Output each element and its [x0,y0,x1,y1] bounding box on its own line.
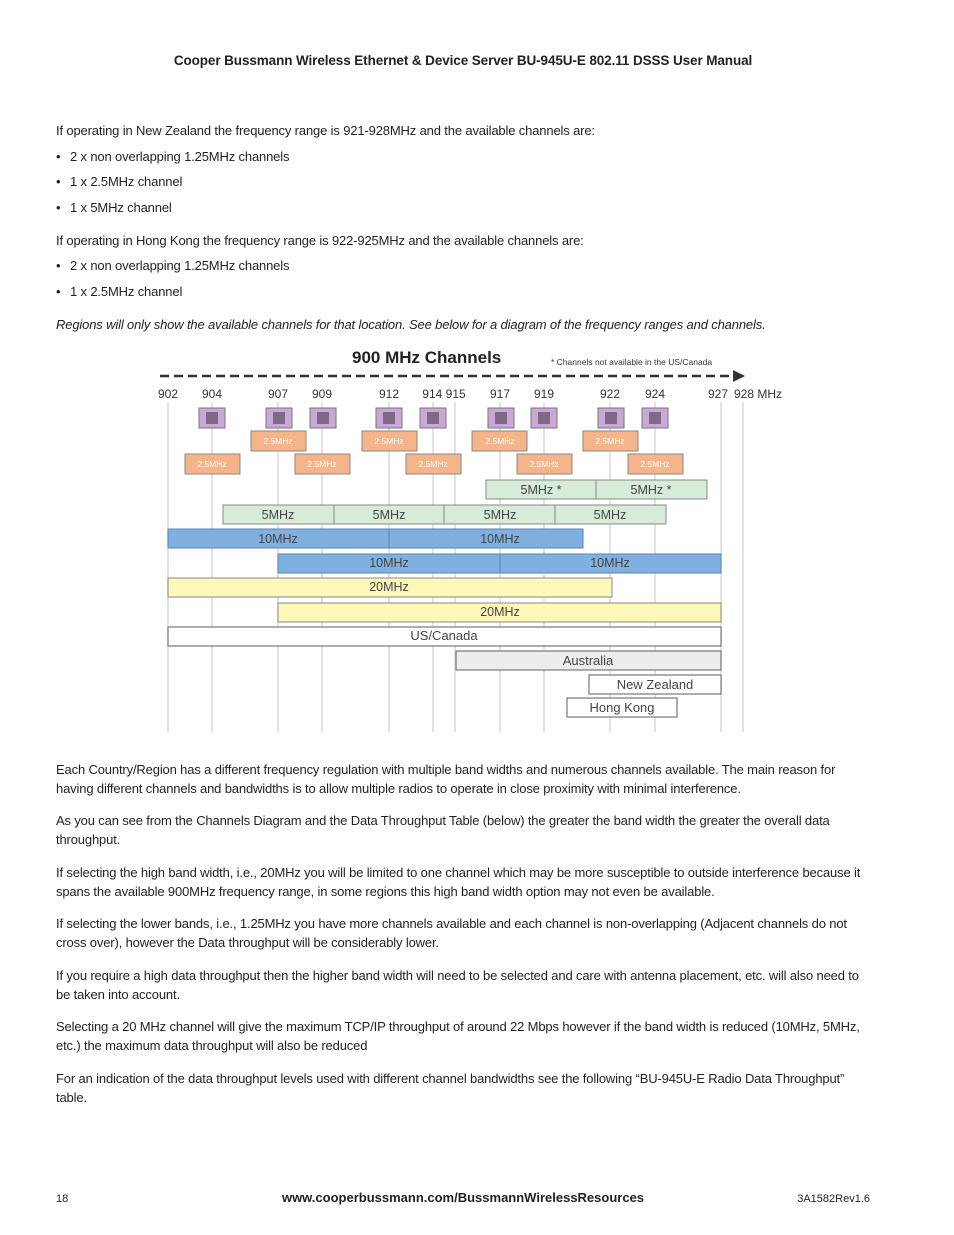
channel-1-25mhz-inner [206,412,218,424]
channel-10mhz-label: 10MHz [480,532,520,546]
channel-5mhz-label: 5MHz [593,508,627,522]
channel-10mhz-label: 10MHz [258,532,298,546]
channel-2-5mhz-label: 2.5MHz [485,436,515,446]
channel-5mhz-label: 5MHz [483,508,517,522]
bullet-icon: • [56,200,61,215]
channels-diagram [150,344,800,738]
channel-20mhz-label: 20MHz [480,605,520,619]
body-paragraph: If you require a high data throughput then the higher band width will need to be selected and care with antenna placement, etc. will also need to be taken into account. [56,968,859,1002]
region-label: New Zealand [616,677,694,692]
region-label: US/Canada [410,628,478,643]
diagram-footnote: * Channels not available in the US/Canada [551,357,713,367]
freq-label: 928 MHz [733,387,783,401]
hk-bullet [56,257,289,275]
footer-url[interactable]: www.cooperbussmann.com/BussmannWirelessResources [281,1190,645,1205]
channel-20mhz-label: 20MHz [369,580,409,594]
freq-label: 909 [311,387,333,401]
channel-1-25mhz-inner [538,412,550,424]
channel-2-5mhz-label: 2.5MHz [529,459,559,469]
channel-2-5mhz-label: 2.5MHz [197,459,227,469]
bullet-icon: • [56,284,61,299]
region-label: Australia [562,653,614,668]
nz-bullet [56,173,182,191]
body-paragraph: Each Country/Region has a different frequency regulation with multiple band widths and numerous channels available. The main reason for having different channels and bandwidths is to allow multiple radios to operate in close proximity with minimal interference. [56,762,836,796]
channel-1-25mhz-inner [427,412,439,424]
bullet-text: 1 x 2.5MHz channel [70,174,183,189]
channel-2-5mhz-label: 2.5MHz [307,459,337,469]
channel-2-5mhz-label: 2.5MHz [263,436,293,446]
bullet-text: 2 x non overlapping 1.25MHz channels [70,258,290,273]
channel-10mhz-label: 10MHz [369,556,409,570]
freq-label: 922 [599,387,621,401]
channel-1-25mhz-inner [383,412,395,424]
page-number: 18 [56,1193,69,1205]
freq-label: 919 [533,387,555,401]
channel-5mhz-label: 5MHz [261,508,295,522]
channel-5mhz-label: 5MHz * [630,483,672,497]
bullet-text: 1 x 5MHz channel [70,200,172,215]
channel-2-5mhz-label: 2.5MHz [595,436,625,446]
nz-intro: If operating in New Zealand the frequency range is 921-928MHz and the available channels are: [56,123,595,138]
revision-code: 3A1582Rev1.6 [797,1193,870,1205]
bullet-icon: • [56,258,61,273]
freq-label: 924 [644,387,666,401]
channel-5mhz-label: 5MHz [372,508,406,522]
channel-1-25mhz-inner [273,412,285,424]
freq-label: 907 [267,387,289,401]
region-label: Hong Kong [589,700,655,715]
channel-10mhz-label: 10MHz [590,556,630,570]
nz-bullet [56,199,172,217]
freq-label: 917 [489,387,511,401]
body-paragraph: As you can see from the Channels Diagram and the Data Throughput Table (below) the greater the band width the greater the overall data throughput. [56,813,830,847]
channel-1-25mhz-inner [317,412,329,424]
diagram-title: 900 MHz Channels [352,348,502,367]
bullet-text: 2 x non overlapping 1.25MHz channels [70,149,290,164]
document-header: Cooper Bussmann Wireless Ethernet & Device Server BU-945U-E 802.11 DSSS User Manual [173,53,753,68]
channel-1-25mhz-inner [649,412,661,424]
hk-bullet [56,283,182,301]
freq-label: 904 [201,387,223,401]
channel-2-5mhz-label: 2.5MHz [418,459,448,469]
channel-2-5mhz-label: 2.5MHz [374,436,404,446]
frequency-arrow-head [733,370,745,382]
channel-5mhz-label: 5MHz * [520,483,562,497]
channel-1-25mhz-inner [605,412,617,424]
body-paragraph: Selecting a 20 MHz channel will give the maximum TCP/IP throughput of around 22 Mbps however if the band width is reduced (10MHz, 5MHz, etc.) the maximum data throughput will also be reduced [56,1019,860,1053]
freq-label: 914 915 [422,387,466,401]
bullet-icon: • [56,174,61,189]
freq-label: 927 [707,387,729,401]
channel-1-25mhz-inner [495,412,507,424]
bullet-icon: • [56,149,61,164]
body-paragraph: If selecting the lower bands, i.e., 1.25MHz you have more channels available and each channel is non-overlapping (Adjacent channels do not cross over), however the Data throughput will be considerably lower. [56,916,847,950]
nz-bullet [56,148,289,166]
bullet-text: 1 x 2.5MHz channel [70,284,183,299]
diagram-note: Regions will only show the available channels for that location. See below for a diagram of the frequency ranges and channels. [56,317,766,332]
freq-label: 902 [157,387,179,401]
channel-2-5mhz-label: 2.5MHz [640,459,670,469]
body-paragraph: For an indication of the data throughput levels used with different channel bandwidths see the following “BU-945U-E Radio Data Throughput” table. [56,1071,845,1105]
body-paragraph: If selecting the high band width, i.e., 20MHz you will be limited to one channel which may be more susceptible to outside interference because it spans the available 900MHz frequency range, in some regions this high band width option may not even be available. [56,865,861,899]
hk-intro: If operating in Hong Kong the frequency range is 922-925MHz and the available channels are: [56,233,584,248]
freq-label: 912 [378,387,400,401]
